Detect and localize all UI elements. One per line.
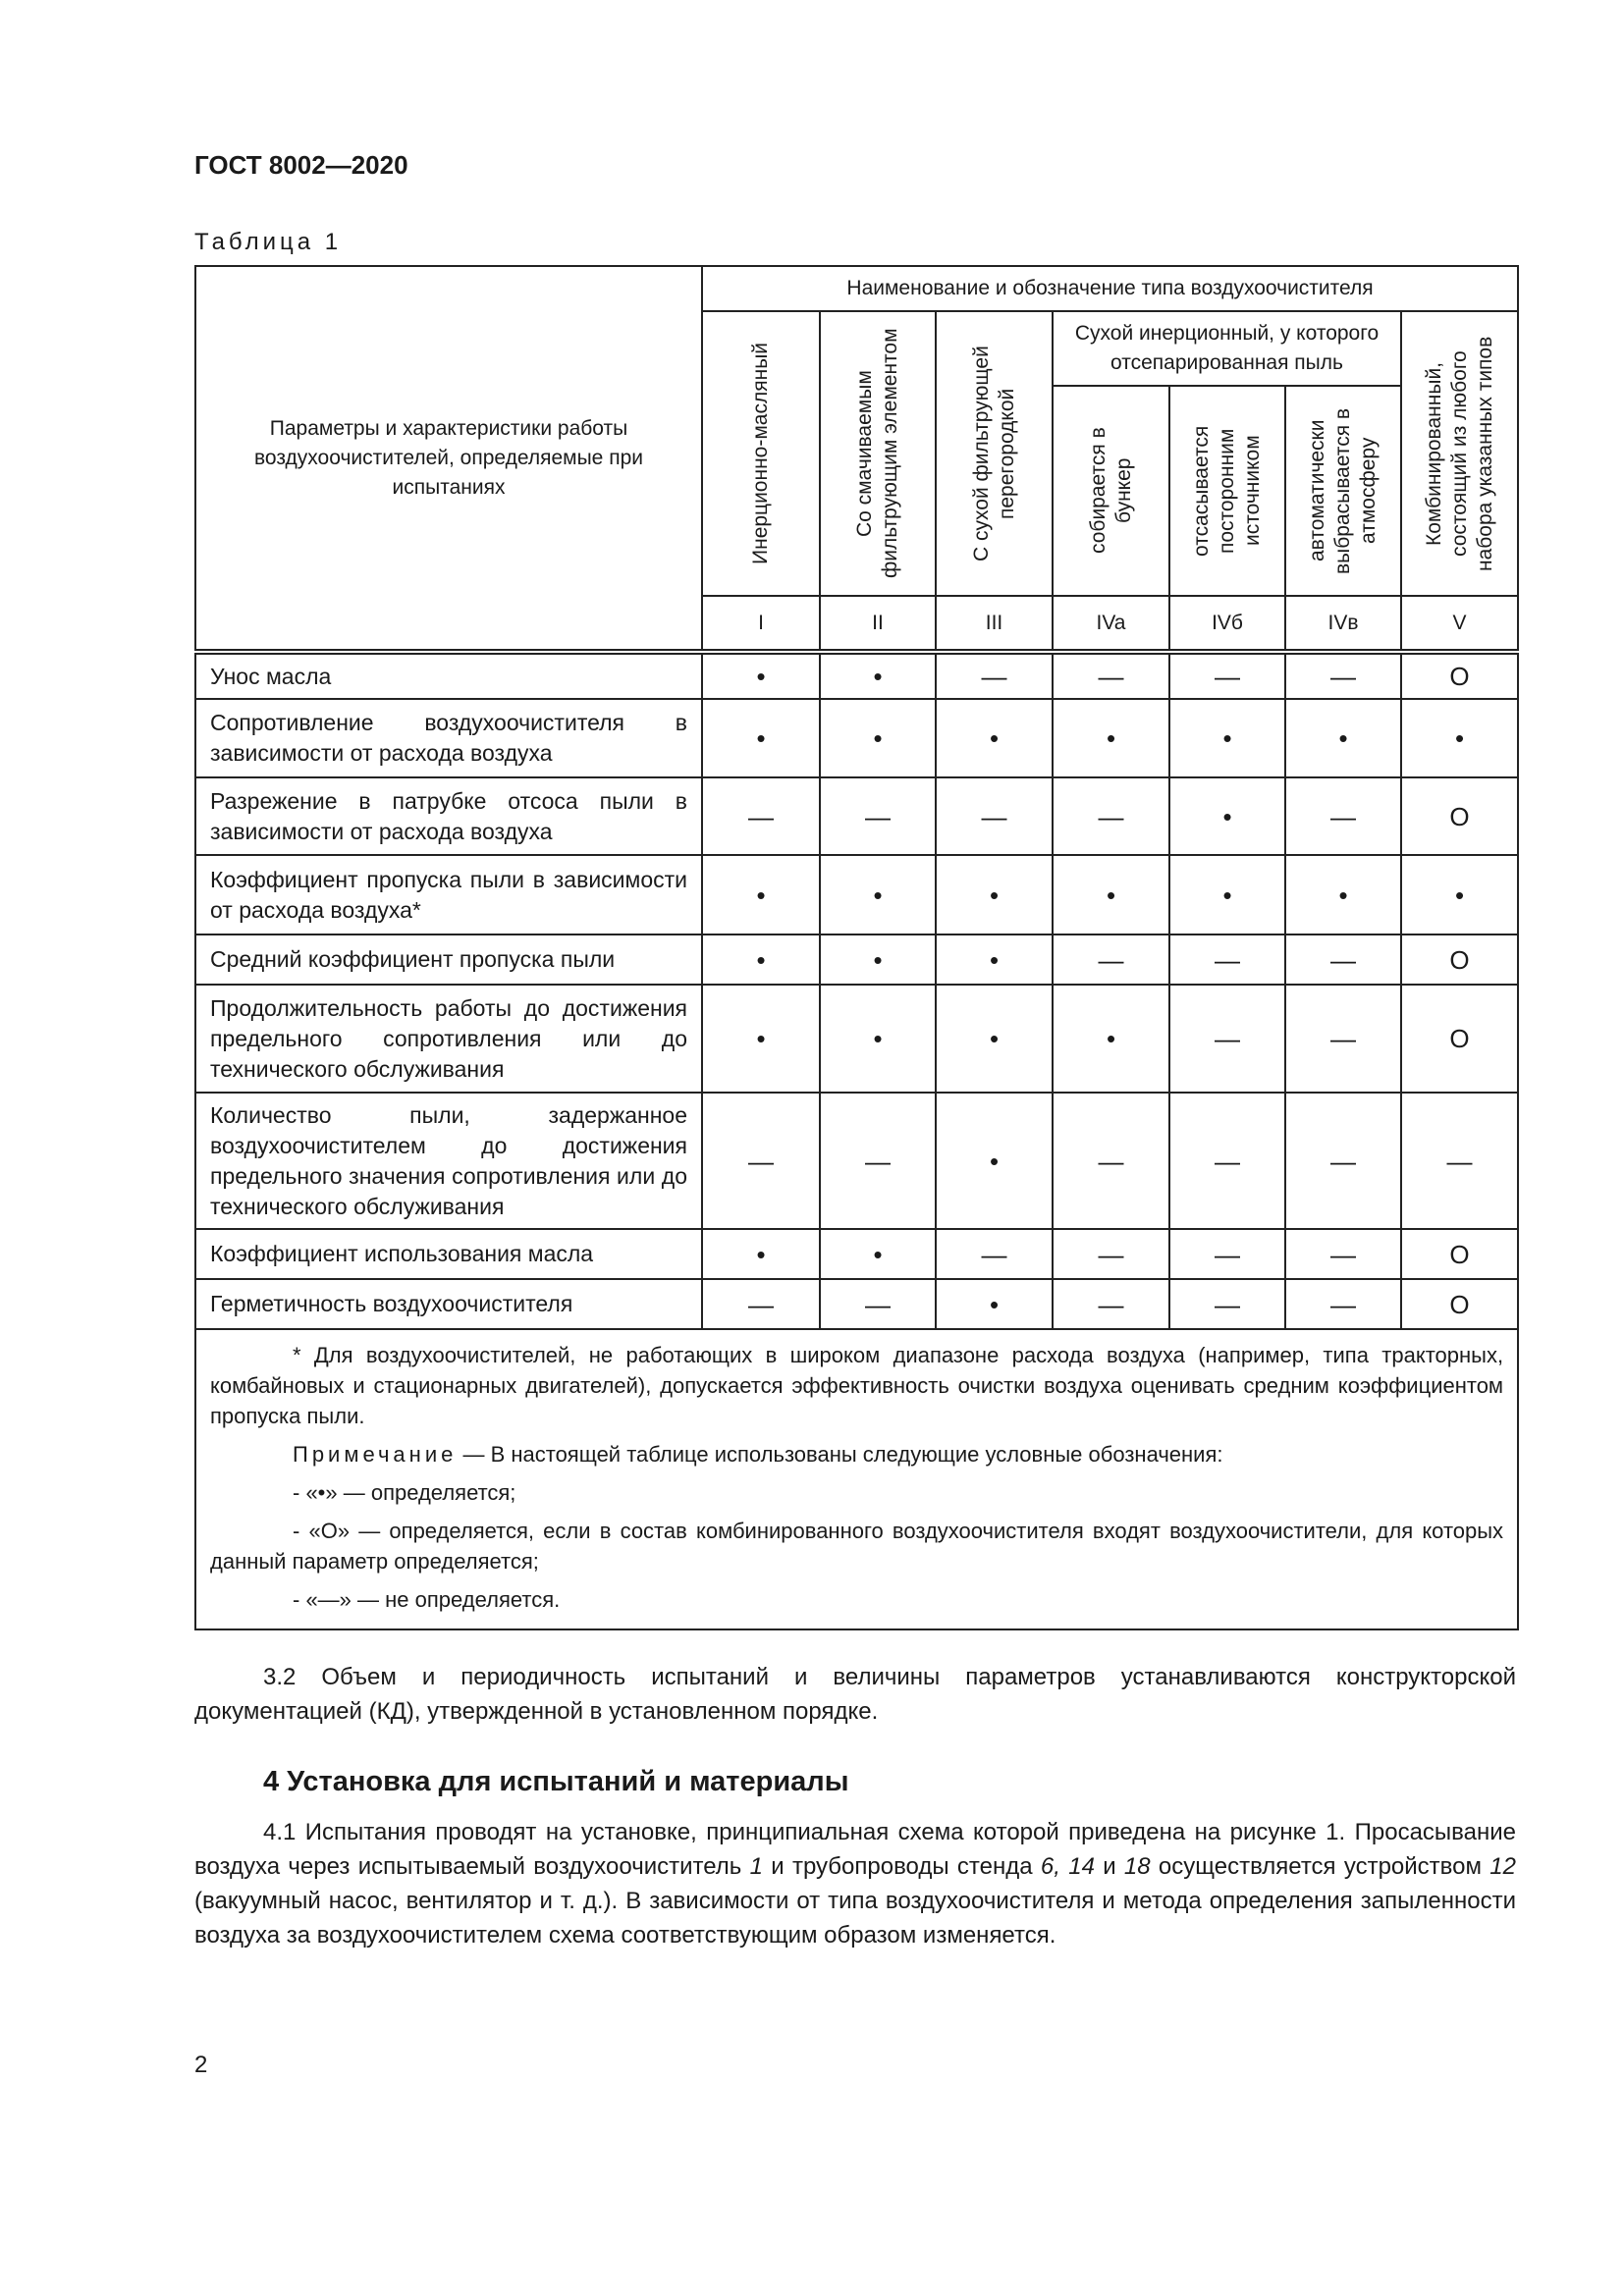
not-determined-mark: —: [1285, 1093, 1401, 1229]
col-code: V: [1401, 596, 1518, 652]
not-determined-mark: —: [820, 777, 936, 855]
note-label: Примечание: [293, 1442, 458, 1467]
not-determined-mark: —: [1169, 985, 1285, 1093]
determined-mark: •: [820, 699, 936, 777]
table-row: [195, 855, 1518, 934]
determined-mark: •: [820, 934, 936, 985]
determined-mark: •: [936, 855, 1053, 934]
col-header-6: автоматически выбрасывается в атмосферу: [1285, 386, 1401, 596]
not-determined-mark: —: [820, 1093, 936, 1229]
determined-mark: •: [702, 652, 820, 699]
param-name: Сопротивление воздухоочистителя в зависимости от расхода воздуха: [195, 699, 702, 777]
col-header-1: Инерционно-масляный: [702, 311, 820, 596]
paragraph-3-2: 3.2 Объем и периодичность испытаний и величины параметров устанавливаются конструкторской документацией (КД), утвержденной в установленном порядке.: [194, 1664, 1516, 1725]
not-determined-mark: —: [702, 1279, 820, 1329]
determined-mark: •: [1285, 699, 1401, 777]
col-code: I: [702, 596, 820, 652]
determined-mark: •: [820, 855, 936, 934]
determined-mark: •: [702, 699, 820, 777]
conditional-mark: O: [1401, 652, 1518, 699]
param-name: Продолжительность работы до достижения предельного сопротивления или до технического обслуживания: [195, 985, 702, 1093]
determined-mark: •: [1053, 855, 1169, 934]
determined-mark: •: [702, 1229, 820, 1279]
table-row: [195, 1093, 1518, 1229]
not-determined-mark: —: [936, 1229, 1053, 1279]
not-determined-mark: —: [702, 1093, 820, 1229]
conditional-mark: O: [1401, 1279, 1518, 1329]
document-header: ГОСТ 8002—2020: [194, 150, 408, 180]
determined-mark: •: [1169, 777, 1285, 855]
not-determined-mark: —: [1053, 934, 1169, 985]
not-determined-mark: —: [1169, 1093, 1285, 1229]
col-header-5: отсасывается посторонним источником: [1169, 386, 1285, 596]
col-header-7: Комбинированный, состоящий из любого набора указанных типов: [1401, 311, 1518, 596]
not-determined-mark: —: [936, 777, 1053, 855]
conditional-mark: O: [1401, 934, 1518, 985]
not-determined-mark: —: [1169, 652, 1285, 699]
conditional-mark: O: [1401, 1229, 1518, 1279]
table-row: [195, 1279, 1518, 1329]
determined-mark: •: [1053, 699, 1169, 777]
group-header: Наименование и обозначение типа воздухоочистителя: [702, 266, 1518, 311]
determined-mark: •: [702, 985, 820, 1093]
not-determined-mark: —: [820, 1279, 936, 1329]
paragraph-4-1: 4.1 Испытания проводят на установке, принципиальная схема которой приведена на рисунке 1. Просасывание воздуха через испытываемый воздухоочиститель 1 и трубопроводы стенда 6, 14 и 18 осуществляется устройством 12 (вакуумный насос, вентилятор и т. д.). В зависимости от типа воздухоочистителя и метода определения запыленности воздуха за воздухоочистителем схема соответствующим образом изменяется.: [194, 1819, 1516, 1949]
determined-mark: •: [936, 1279, 1053, 1329]
parameters-table: [194, 265, 1519, 1630]
determined-mark: •: [1401, 855, 1518, 934]
param-name: Средний коэффициент пропуска пыли: [195, 934, 702, 985]
param-name: Герметичность воздухоочистителя: [195, 1279, 702, 1329]
not-determined-mark: —: [1053, 1279, 1169, 1329]
col-code: IVa: [1053, 596, 1169, 652]
col-header-4: собирается в бункер: [1053, 386, 1169, 596]
not-determined-mark: —: [1053, 1229, 1169, 1279]
param-header: Параметры и характеристики работы воздухоочистителей, определяемые при испытаниях: [195, 266, 702, 652]
determined-mark: •: [820, 1229, 936, 1279]
dry-inertial-header: Сухой инерционный, у которого отсепарированная пыль: [1053, 311, 1401, 386]
determined-mark: •: [936, 1093, 1053, 1229]
determined-mark: •: [936, 699, 1053, 777]
determined-mark: •: [936, 934, 1053, 985]
not-determined-mark: —: [702, 777, 820, 855]
determined-mark: •: [1053, 985, 1169, 1093]
not-determined-mark: —: [1285, 652, 1401, 699]
conditional-mark: O: [1401, 985, 1518, 1093]
conditional-mark: O: [1401, 777, 1518, 855]
col-code: II: [820, 596, 936, 652]
param-name: Разрежение в патрубке отсоса пыли в зависимости от расхода воздуха: [195, 777, 702, 855]
legend-item: - «•» — определяется;: [293, 1480, 516, 1505]
determined-mark: •: [820, 652, 936, 699]
col-header-3: С сухой фильтрующей перегородкой: [936, 311, 1053, 596]
note-text: — В настоящей таблице использованы следующие условные обозначения:: [457, 1442, 1223, 1467]
not-determined-mark: —: [1169, 934, 1285, 985]
table-caption: Таблица 1: [194, 229, 343, 255]
param-name: Коэффициент пропуска пыли в зависимости от расхода воздуха*: [195, 855, 702, 934]
not-determined-mark: —: [1285, 934, 1401, 985]
col-code: IVб: [1169, 596, 1285, 652]
param-name: Унос масла: [195, 652, 702, 699]
table-row: [195, 699, 1518, 777]
table-row: [195, 652, 1518, 699]
determined-mark: •: [1285, 855, 1401, 934]
table-row: [195, 777, 1518, 855]
determined-mark: •: [936, 985, 1053, 1093]
not-determined-mark: —: [1285, 777, 1401, 855]
determined-mark: •: [1169, 699, 1285, 777]
param-name: Количество пыли, задержанное воздухоочистителем до достижения предельного значения сопротивления или до технического обслуживания: [195, 1093, 702, 1229]
determined-mark: •: [702, 855, 820, 934]
page-number: 2: [194, 2052, 208, 2078]
legend-item: - «O» — определяется, если в состав комбинированного воздухоочистителя входят воздухоочистители, для которых данный параметр определяется;: [210, 1519, 1504, 1574]
determined-mark: •: [1169, 855, 1285, 934]
param-name: Коэффициент использования масла: [195, 1229, 702, 1279]
table-footnote: [195, 1329, 1518, 1629]
col-header-2: Со смачиваемым фильтрующим элементом: [820, 311, 936, 596]
col-code: IVв: [1285, 596, 1401, 652]
not-determined-mark: —: [1285, 1279, 1401, 1329]
not-determined-mark: —: [1401, 1093, 1518, 1229]
determined-mark: •: [702, 934, 820, 985]
determined-mark: •: [820, 985, 936, 1093]
section-heading: 4 Установка для испытаний и материалы: [263, 1766, 849, 1797]
col-code: III: [936, 596, 1053, 652]
not-determined-mark: —: [1053, 1093, 1169, 1229]
footnote-text: * Для воздухоочистителей, не работающих в широком диапазоне расхода воздуха (например, типа тракторных, комбайновых и стационарных двигателей), допускается эффективность очистки воздуха оценивать средним коэффициентом пропуска пыли.: [210, 1343, 1504, 1428]
not-determined-mark: —: [1169, 1229, 1285, 1279]
determined-mark: •: [1401, 699, 1518, 777]
not-determined-mark: —: [1053, 652, 1169, 699]
note: [210, 1439, 1503, 1469]
not-determined-mark: —: [1285, 1229, 1401, 1279]
table-row: [195, 934, 1518, 985]
table-row: [195, 985, 1518, 1093]
table-row: [195, 1229, 1518, 1279]
not-determined-mark: —: [1169, 1279, 1285, 1329]
not-determined-mark: —: [1053, 777, 1169, 855]
not-determined-mark: —: [1285, 985, 1401, 1093]
legend-item: - «—» — не определяется.: [293, 1587, 561, 1612]
not-determined-mark: —: [936, 652, 1053, 699]
